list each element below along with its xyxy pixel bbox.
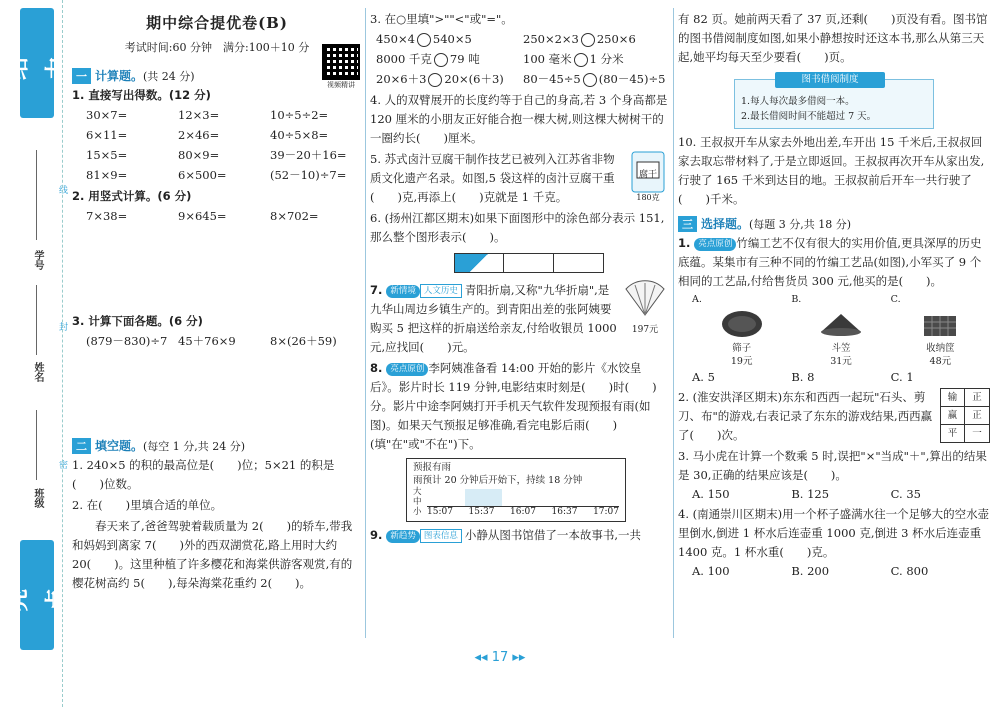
column-divider-2 [673,8,674,638]
s1-q2: 2. 用竖式计算。(6 分) [72,189,192,203]
student-name-line [36,285,37,355]
brand-top-badge: 给力 [20,8,54,118]
figure-part [554,253,604,273]
compare-item: 20×6＋3 20×(6＋3) [376,72,504,86]
s1-q2-grid [72,206,362,310]
rain-band [465,489,501,507]
choice-option[interactable]: A. 100 [692,564,730,578]
level-label: 大 [413,487,422,497]
s1-q3-item: 8×(26＋59) [270,334,337,348]
option-letter: A. [692,294,702,305]
section-3-number: 三 [678,216,697,232]
student-id-line [36,150,37,240]
shaded-figure [454,253,670,273]
student-name-label: 姓名 [32,362,43,382]
section-1-note: (共 24 分) [143,69,195,83]
table-row: 输 正 [941,389,989,407]
compare-circle[interactable] [428,73,442,87]
tag-new-context: 新情境 [386,285,420,298]
s2-q2: 2. 在( )里填合适的单位。 [72,498,223,512]
choice-option[interactable]: C. 1 [890,370,914,384]
tick-label: 16:07 [510,507,536,517]
column-1 [72,8,362,593]
brand-bottom-badge: 亮点 [20,540,54,650]
compare-item: 450×4 540×5 [376,32,472,46]
product-option-c[interactable] [891,293,990,368]
c3-c2: 输 正 赢 正 平 一 2. (淮安洪泽区期末)东东和西西一起玩"石头、剪刀、布"的游戏,右表记录了东东的游戏结果,西西赢了( )次。 [678,388,990,445]
s1-q2-item: 9×645= [178,209,227,223]
storage-basket-icon [918,308,962,340]
section-1-label: 计算题。 [95,69,144,83]
column-3 [678,8,990,580]
product-price: 19元 [730,356,753,367]
s1-q1-item: 40÷5×8= [270,128,329,142]
s1-q1-item: 6×500= [178,168,227,182]
compare-circle[interactable] [583,73,597,87]
tag-new-trend: 新趋势 [386,530,420,543]
compare-item: 80－45÷5 (80－45)÷5 [523,72,666,86]
tag-original: 亮点原创 [386,363,428,376]
forecast-title: 预报有雨 [413,462,452,473]
figure-part-shaded [454,253,504,273]
choice-option[interactable]: C. 35 [890,487,921,501]
product-name: 收纳筐 [926,343,955,354]
timeline-ticks [427,506,619,519]
section-1-number: 一 [72,68,91,84]
tick-label: 16:37 [551,507,578,517]
section-3-header [678,215,990,232]
c2-q4: 4. 人的双臂展开的长度约等于自己的身高,若 3 个身高都是 120 厘米的小朋友正好能合抱一棵大树,则这棵大树树干的一圈约长( )厘米。 [370,93,668,145]
rule-item: 2.最长借阅时间不能超过 7 天。 [741,111,877,122]
section-2-note: (每空 1 分,共 24 分) [143,439,246,453]
compare-item: 250×2×3 250×6 [523,32,636,46]
section-3-label: 选择题。 [701,217,750,231]
tick-label: 17:07 [593,507,619,517]
class-label: 班级 [32,488,43,508]
s1-q1-item: 6×11= [86,128,128,142]
qr-caption: 视频精讲 [327,81,355,89]
qr-code-icon [322,44,360,80]
section-3-note: (每题 3 分,共 18 分) [749,217,852,231]
c2-q8: 8. 亮点原创 李阿姨准备看 14:00 开始的影片《水饺皇后》。影片时长 119 分钟,电影结束时刻是( )时( )分。影片中途李阿姨打开手机天气软件发现预报有雨(如图)。如果天气预报足够准确,看完电影后雨( )(填"在"或"不在")下。 [370,361,657,451]
section-2-header [72,437,362,454]
seal-mark-secret: 密 [57,460,67,469]
forecast-line: 雨预计 20 分钟后开始下，持续 18 分钟 [413,475,583,486]
c3-c3: 3. 马小虎在计算一个数乘 5 时,误把"×"当成"＋",算出的结果是 30,正确的结果应该是( )。 [678,449,987,482]
bamboo-hat-icon [819,308,863,340]
table-row: 赢 正 [941,407,989,425]
c3-q10: 10. 王叔叔开车从家去外地出差,车开出 15 千米后,王叔叔回家去取忘带材料了,于是立即返回。王叔叔再次开车从家出发,行驶了 165 千米到达目的地。王叔叔前后开车一共行驶了( )千米。 [678,135,985,206]
s1-q1-item: 15×5= [86,148,128,162]
c2-q9: 9. 新趋势 图表信息 小静从图书馆借了一本故事书,一共 [370,528,642,542]
product-option-b[interactable] [791,293,890,368]
folding-fan-icon [622,279,668,319]
seal-mark-line: 线 [57,185,67,194]
option-letter: B. [791,294,802,305]
choice-option[interactable]: B. 8 [791,370,815,384]
compare-item: 100 毫米 1 分米 [523,52,624,66]
compare-circle[interactable] [434,53,448,67]
choice-option[interactable]: B. 200 [791,564,830,578]
tag-original: 亮点原创 [694,238,736,251]
s2-q1: 1. 240×5 的积的最高位是( )位；5×21 的积是( )位数。 [72,458,335,491]
c3-q9-cont: 有 82 页。她前两天看了 37 页,还剩( )页没有看。图书馆的图书借阅制度如图,如果小静想按时还这本书,那么从第三天起,她平均每天至少要看( )页。 [678,12,988,64]
rules-header: 图书借阅制度 [775,72,885,88]
product-option-a[interactable] [692,293,791,368]
s1-q1-item: 12×3= [178,108,220,122]
s1-q3-item: 45＋76×9 [178,334,236,348]
compare-circle[interactable] [417,33,431,47]
s1-q2-item: 8×702= [270,209,319,223]
prev-arrow-icon: ◂◂ [474,650,492,665]
choice-option[interactable]: C. 800 [890,564,929,578]
library-rules-panel [734,74,934,129]
c2-q5-block [370,148,670,207]
c3-options [678,485,990,503]
product-price: 48元 [929,356,952,367]
bamboo-products [678,293,990,368]
section-2-number: 二 [72,438,91,454]
option-letter: C. [890,294,901,305]
s1-q2-item: 7×38= [86,209,128,223]
tick-label: 15:07 [427,507,453,517]
s1-q1-item: 2×46= [178,128,220,142]
rain-forecast-panel [406,458,626,522]
choice-option[interactable]: A. 5 [692,370,715,384]
s1-q3: 3. 计算下面各题。(6 分) [72,314,203,328]
product-price: 31元 [830,356,852,367]
fan-figure [620,279,670,357]
choice-option[interactable]: B. 125 [791,487,830,501]
c3-c4: 4. (南通崇川区期末)用一个杯子盛满水往一个足够大的空水壶里倒水,倒进 1 杯水后连壶重 1000 克,倒进 3 杯水后连壶重 1400 克。1 杯水重( )克。 [678,507,990,559]
section-2-label: 填空题。 [95,439,144,453]
compare-circle[interactable] [581,33,595,47]
c1-options [678,368,990,386]
s1-q1-item: 80×9= [178,148,220,162]
seal-mark-seal: 封 [57,322,67,331]
exam-title: 期中综合提优卷(B) [146,14,288,32]
tick-label: 15:37 [468,507,495,517]
page-number: 17 [491,650,509,665]
c2-q7-block [370,279,670,357]
product-name: 筛子 [732,343,752,354]
s1-q1-item: 10÷5÷2= [270,108,329,122]
s1-q3-grid [72,331,362,431]
tofu-bag-label: 腐干 [638,170,657,180]
binding-sidebar [0,0,71,707]
c4-options [678,562,990,580]
level-label: 小 [413,507,422,517]
table-row: 平 一 [941,425,989,442]
next-arrow-icon: ▸▸ [508,650,526,665]
cut-line [62,0,63,707]
level-label: 中 [413,497,422,507]
compare-circle[interactable] [574,53,588,67]
s1-q1-grid [72,105,362,185]
tag-humanities: 人文历史 [420,284,462,298]
tofu-bag-weight: 180克 [636,193,660,202]
exam-subtitle: 考试时间:60 分钟 满分:100＋10 分 [124,41,310,54]
s1-q3-item: (879－830)÷7 [86,334,168,348]
rule-item: 1.每人每次最多借阅一本。 [741,96,855,107]
tag-chart-info: 图表信息 [420,529,462,543]
s1-q1-item: 39－20＋16= [270,148,347,162]
s1-q1-item: 30×7= [86,108,128,122]
c2-q3: 3. 在○里填">""<"或"="。 [370,12,513,26]
page-footer [0,650,1000,665]
compare-item: 8000 千克 79 吨 [376,52,480,66]
sieve-icon [720,308,764,340]
section-1-header [72,67,362,84]
c2-q6: 6. (扬州江都区期末)如果下面图形中的涂色部分表示 151,那么整个图形表示( )。 [370,211,665,244]
fan-price: 197元 [631,325,659,335]
s1-q1-item: 81×9= [86,168,128,182]
c2-q7: 7. 新情境 人文历史 青阳折扇,又称"九华折扇",是九华山周边乡镇生产的。到青阳出差的张阿姨要购买 5 把这样的折扇送给亲友,付给收银员 1000 元,应找回( )元。 [370,283,617,354]
qr-code[interactable] [322,44,360,88]
s2-q2-text: 春天来了,爸爸驾驶着载质量为 2( )的轿车,带我和妈妈到离家 7( )外的西双湖赏花,路上用时大约 20( )。这里种植了许多樱花和海棠供游客观赏,有的樱花树高约 5( ),每朵海棠花重约 2( )。 [72,519,353,590]
tofu-bag-figure [626,148,670,207]
class-line [36,410,37,480]
c2-q3-grid [370,29,670,89]
forecast-timeline [427,489,619,519]
s1-q1-item: (52－10)÷7= [270,168,347,182]
game-result-table [940,388,990,443]
product-name: 斗笠 [831,343,851,354]
figure-part [504,253,554,273]
student-id-label: 学号 [32,250,43,270]
s1-q1: 1. 直接写出得数。(12 分) [72,88,211,102]
column-2 [370,8,670,545]
column-divider-1 [365,8,366,638]
forecast-levels [413,487,427,519]
c2-q5: 5. 苏式卤汁豆腐干制作技艺已被列入江苏省非物质文化遗产名录。如图,5 袋这样的卤汁豆腐干重( )克,再添上( )克就是 1 千克。 [370,152,615,204]
forecast-chart [413,487,619,519]
choice-option[interactable]: A. 150 [692,487,730,501]
c3-c1: 1. 亮点原创 竹编工艺不仅有很大的实用价值,更具深厚的历史底蕴。某集市有三种不同的竹编工艺品(如图),小军买了 9 个相同的工艺品,付给售货员 300 元,他买的是( )。 [678,236,982,288]
